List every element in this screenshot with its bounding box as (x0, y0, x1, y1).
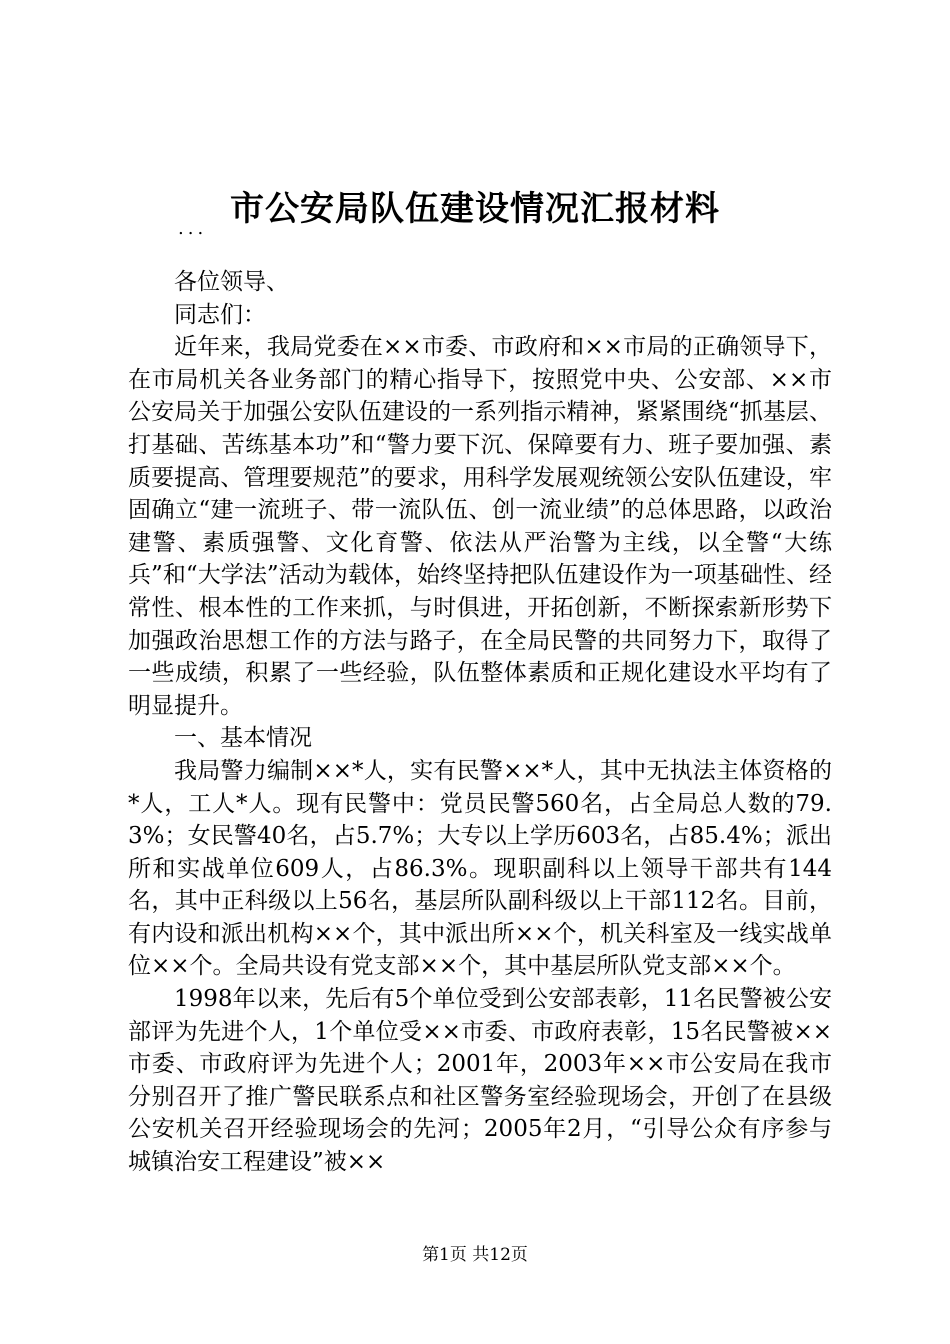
section-heading: 一、基本情况 (174, 725, 312, 752)
paragraph-intro: 近年来，我局党委在××市委、市政府和××市局的正确领导下，在市局机关各业务部门的精心指导下，按照党中央、公安部、××市公安局关于加强公安队伍建设的一系列指示精神，紧紧围绕“抓基层、打基础、苦练基本功”和“警力要下沉、保障要有力、班子要加强、素质要提高、管理要规范”的要求，用科学发展观统领公安队伍建设，牢固确立“建一流班子、带一流队伍、创一流业绩”的总体思路，以政治建警、素质强警、文化育警、依法从严治警为主线，以全警“大练兵”和“大学法”活动为载体，始终坚持把队伍建设作为一项基础性、经常性、根本性的工作来抓，与时俱进，开拓创新，不断探索新形势下加强政治思想工作的方法与路子，在全局民警的共同努力下，取得了一些成绩，积累了一些经验，队伍整体素质和正规化建设水平均有了明显提升。 (128, 334, 832, 719)
salutation-leaders: 各位领导、 (174, 269, 289, 295)
salutation-comrades: 同志们： (174, 301, 266, 328)
document-body (128, 266, 832, 1179)
page-indicator: 第1页 共12页 (422, 1245, 528, 1265)
ellipsis-marker: ... (178, 218, 208, 239)
paragraph-awards: 1998年以来，先后有5个单位受到公安部表彰，11名民警被公安部评为先进个人，1个单位受××市委、市政府表彰，15名民警被××市委、市政府评为先进个人；2001年，2003年××市公安局在我市分别召开了推广警民联系点和社区警务室经验现场会，开创了在县级公安机关召开经验现场会的先河；2005年2月，“引导公众有序参与城镇治安工程建设”被×× (128, 986, 833, 1176)
document-title: 市公安局队伍建设情况汇报材料 (230, 189, 720, 229)
paragraph-basic-info: 我局警力编制××*人，实有民警××*人，其中无执法主体资格的*人，工人*人。现有民警中：党员民警560名，占全局总人数的79.3%；女民警40名，占5.7%；大专以上学历603名，占85.4%；派出所和实战单位609人，占86.3%。现职副科以上领导干部共有144名，其中正科级以上56名，基层所队副科级以上干部112名。目前，有内设和派出机构××个，其中派出所××个，机关科室及一线实战单位××个。全局共设有党支部××个，其中基层所队党支部××个。 (128, 757, 832, 980)
